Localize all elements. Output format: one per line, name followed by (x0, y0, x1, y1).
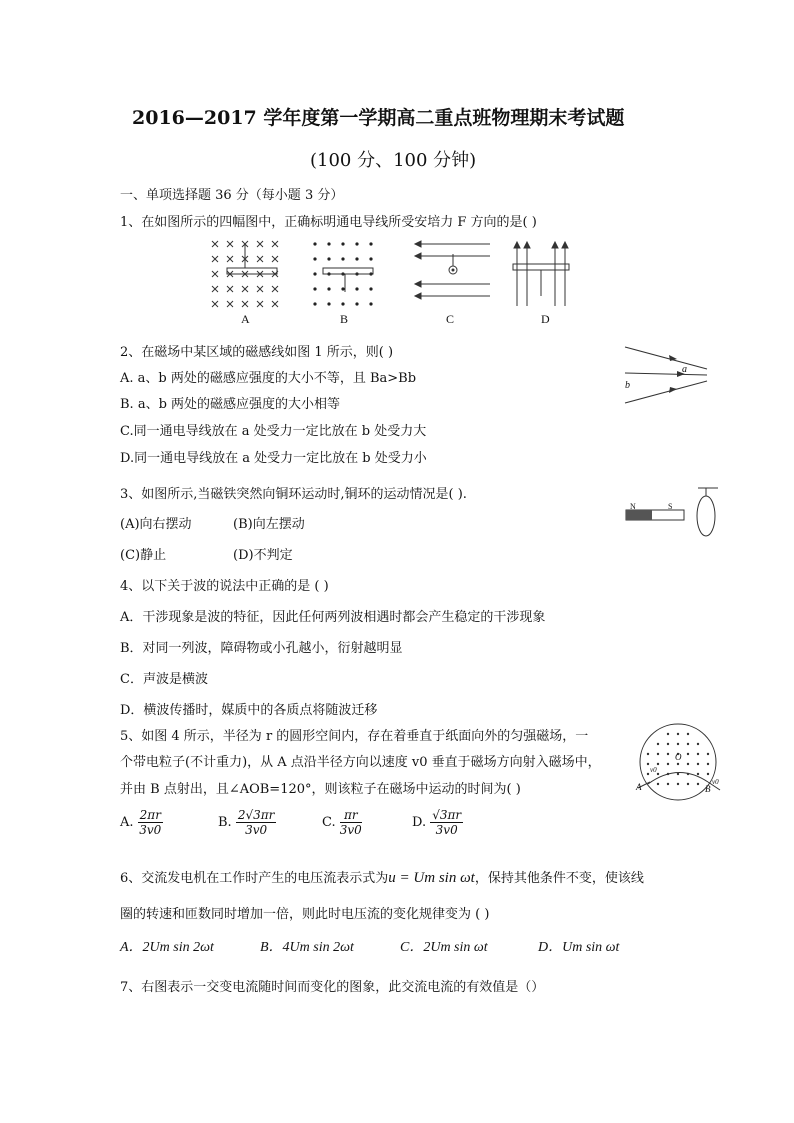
q5-option-a (120, 808, 163, 837)
q4-option-c: C．声波是横波 (120, 672, 208, 687)
q5-line-3: 并由 B 点射出，且∠AOB=120°，则该粒子在磁场中运动的时间为( ) (120, 782, 521, 797)
q5-option-c-numerator: πr (340, 808, 362, 823)
q1-label-a: A (241, 312, 250, 326)
q5-fig-label-b: B (705, 784, 711, 794)
q2-figure (615, 343, 715, 413)
q5-option-a-denominator: 3v0 (139, 823, 162, 837)
q5-option-b-numerator: 2√3πr (237, 808, 275, 822)
q5-option-b-denominator: 3v0 (245, 823, 268, 837)
q1-label-b: B (340, 312, 349, 326)
q5-option-d-numerator: √3πr (432, 808, 462, 822)
q2-fig-label-b: b (625, 380, 630, 391)
q5-fig-label-v0-left: v0 (650, 766, 657, 774)
q3-figure (618, 482, 723, 542)
q1-label-c: C (446, 312, 455, 326)
q5-fig-label-a: A (636, 782, 642, 792)
q1-stem: 1、在如图所示的四幅图中，正确标明通电导线所受安培力 F 方向的是( ) (120, 215, 537, 230)
q7-stem: 7、右图表示一交变电流随时间而变化的图象，此交流电流的有效值是（） (120, 980, 545, 995)
q6-option-b: B．4Um sin 2ωt (260, 940, 354, 955)
q6-line-1 (120, 867, 644, 887)
q2-option-a: A. a、b 两处的磁感应强度的大小不等，且 Ba>Bb (120, 371, 417, 386)
q4-option-b: B．对同一列波，障碍物或小孔越小，衍射越明显 (120, 641, 403, 656)
page-title: 2016—2017 学年度第一学期高二重点班物理期末考试题 (132, 107, 625, 129)
q1-fig-d (513, 242, 569, 306)
q5-option-d-denominator: 3v0 (435, 823, 458, 837)
q5-option-a-numerator: 2πr (139, 808, 161, 822)
q6-line-1-end: ，保持其他条件不变，使该线 (474, 871, 644, 886)
section-heading: 一、单项选择题 36 分（每小题 3 分） (120, 188, 344, 203)
q3-magnet-s: S (668, 502, 673, 511)
q4-option-a: A．干涉现象是波的特征，因此任何两列波相遇时都会产生稳定的干涉现象 (120, 610, 546, 625)
q2-option-d: D.同一通电导线放在 a 处受力一定比放在 b 处受力小 (120, 451, 427, 466)
q1-fig-c (415, 241, 490, 299)
q5-option-c (322, 808, 362, 837)
q5-option-b-letter: B. (218, 815, 232, 830)
q5-line-1: 5、如图 4 所示，半径为 r 的圆形空间内，存在着垂直于纸面向外的匀强磁场，一 (120, 729, 589, 744)
q6-line-1-start: 6、交流发电机在工作时产生的电压流表示式为 (120, 871, 389, 886)
q2-option-c: C.同一通电导线放在 a 处受力一定比放在 b 处受力大 (120, 424, 427, 439)
q1-fig-b (313, 242, 373, 305)
q4-option-d: D．横波传播时，媒质中的各质点将随波迁移 (120, 703, 378, 718)
page-subtitle: (100 分、100 分钟) (310, 150, 477, 171)
q1-figure (205, 234, 595, 329)
q6-option-c: C．2Um sin ωt (400, 940, 488, 955)
q3-option-b: (B)向左摆动 (233, 517, 305, 532)
q6-line-2: 圈的转速和匝数同时增加一倍，则此时电压流的变化规律变为 ( ) (120, 907, 490, 922)
q5-line-2: 个带电粒子(不计重力)，从 A 点沿半径方向以速度 v0 垂直于磁场方向射入磁场中， (120, 755, 601, 770)
q3-stem: 3、如图所示,当磁铁突然向铜环运动时,铜环的运动情况是( ). (120, 487, 467, 502)
q6-formula: u = Um sin ωt (388, 870, 475, 886)
q4-stem: 4、以下关于波的说法中正确的是 ( ) (120, 579, 329, 594)
q5-option-c-denominator: 3v0 (339, 823, 362, 837)
q3-option-d: (D)不判定 (233, 548, 293, 563)
q5-option-b (218, 808, 276, 837)
q2-fig-label-a: a (682, 364, 687, 375)
q6-option-a: A．2Um sin 2ωt (120, 940, 214, 955)
q5-fig-label-o: O (675, 752, 682, 762)
q2-option-b: B. a、b 两处的磁感应强度的大小相等 (120, 397, 341, 412)
q5-fig-label-v0-right: v0 (712, 778, 719, 786)
q2-stem: 2、在磁场中某区域的磁感线如图 1 所示，则( ) (120, 345, 394, 360)
q5-option-a-letter: A. (120, 815, 134, 830)
q5-option-d (412, 808, 463, 837)
q1-label-d: D (541, 312, 550, 326)
q6-option-d: D．Um sin ωt (538, 940, 620, 955)
q5-option-c-letter: C. (322, 815, 336, 830)
q5-option-d-letter: D. (412, 815, 427, 830)
q1-fig-a (212, 241, 278, 307)
q3-option-a: (A)向右摆动 (120, 517, 192, 532)
q3-option-c: (C)静止 (120, 548, 167, 563)
q3-magnet-n: N (630, 502, 636, 511)
